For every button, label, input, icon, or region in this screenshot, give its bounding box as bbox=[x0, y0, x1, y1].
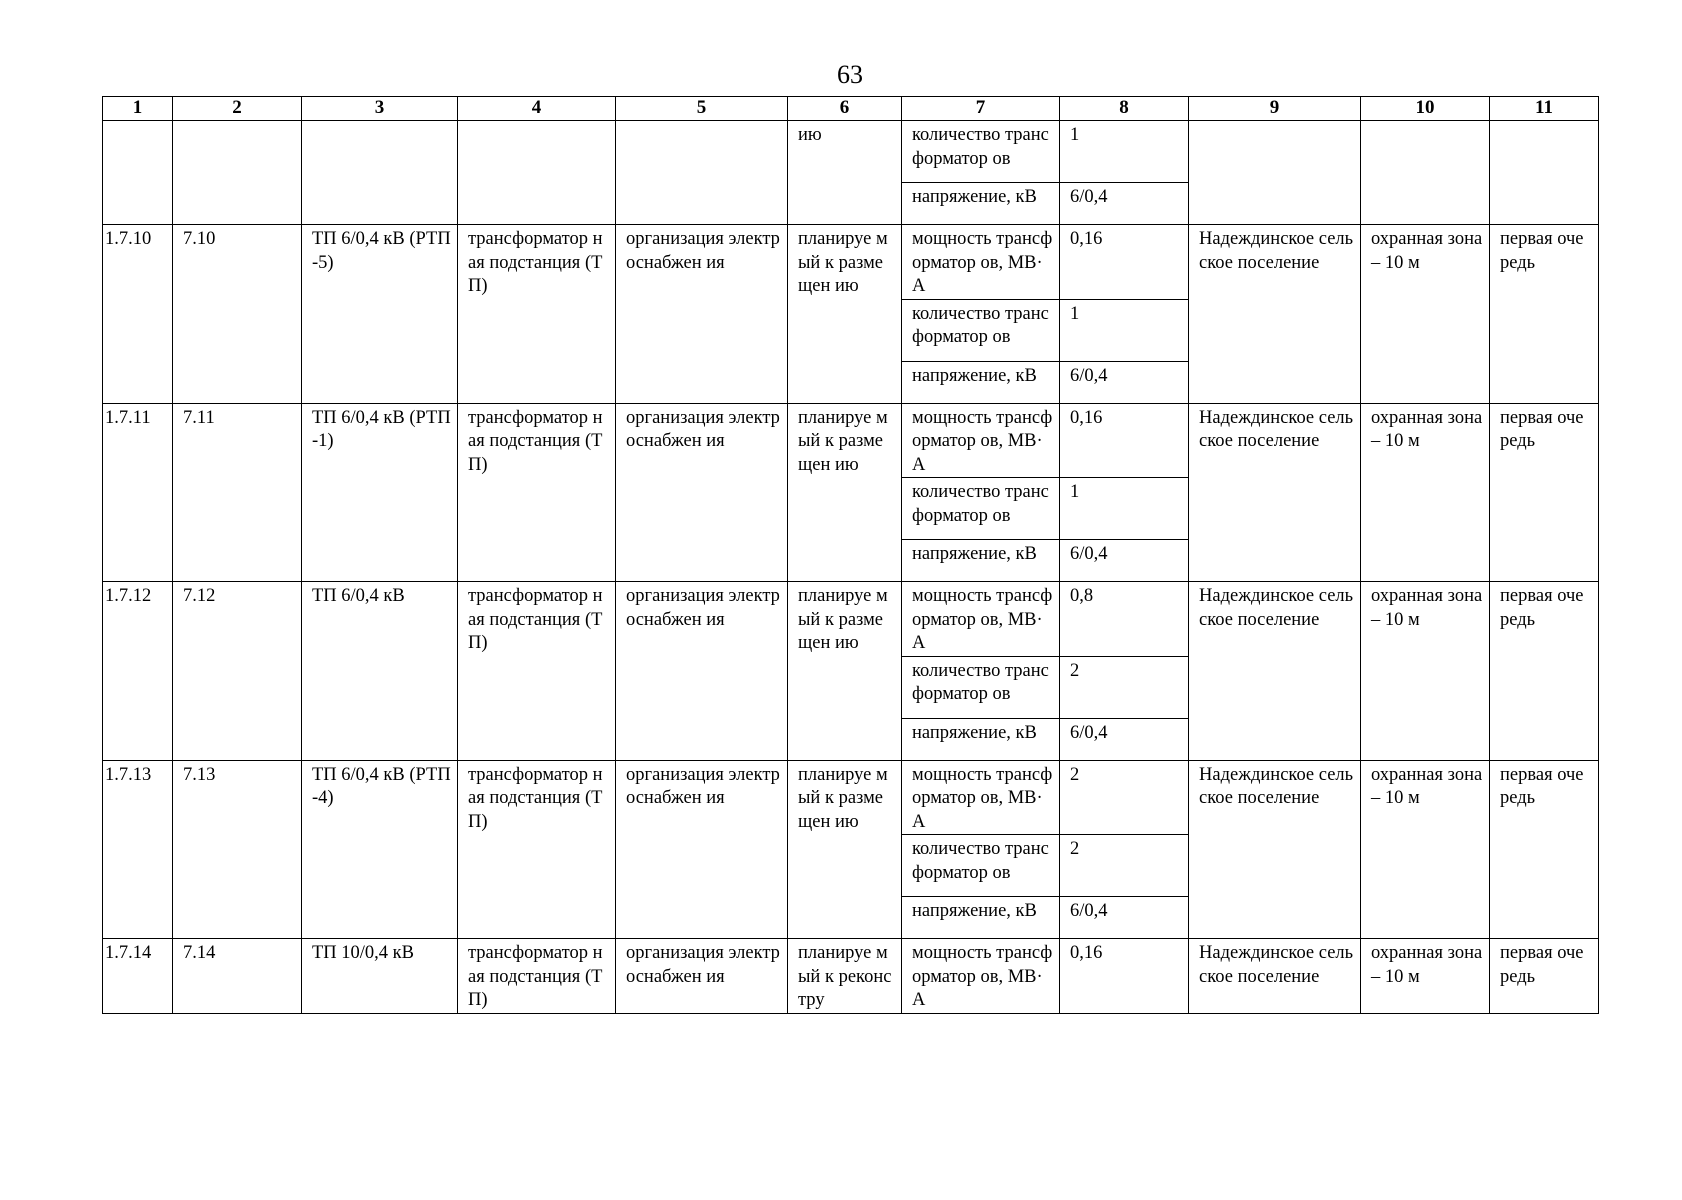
cell-param-name: мощность трансформатор ов, МВ·А bbox=[902, 760, 1060, 835]
cell-param-value: 1 bbox=[1060, 299, 1189, 361]
header-param-name: 7 bbox=[902, 97, 1060, 121]
cell-type: трансформатор ная подстанция (ТП) bbox=[458, 939, 616, 1014]
header-location: 9 bbox=[1189, 97, 1361, 121]
cell-location: Надеждинское сельское поселение bbox=[1189, 939, 1361, 1014]
cell-param-name: напряжение, кВ bbox=[902, 361, 1060, 403]
cell-code bbox=[173, 121, 302, 225]
cell-code: 7.12 bbox=[173, 582, 302, 761]
cell-param-value: 1 bbox=[1060, 478, 1189, 540]
cell-location: Надеждинское сельское поселение bbox=[1189, 760, 1361, 939]
cell-status: планируе мый к размещен ию bbox=[788, 225, 902, 404]
cell-param-value: 0,16 bbox=[1060, 939, 1189, 1014]
table-row bbox=[103, 760, 1599, 835]
cell-location bbox=[1189, 121, 1361, 225]
cell-status: ию bbox=[788, 121, 902, 225]
header-row bbox=[103, 97, 1599, 121]
cell-param-name: количество трансформатор ов bbox=[902, 299, 1060, 361]
cell-zone: охранная зона – 10 м bbox=[1361, 225, 1490, 404]
cell-stage: первая очередь bbox=[1490, 403, 1599, 582]
cell-param-value: 0,16 bbox=[1060, 225, 1189, 300]
cell-param-name: напряжение, кВ bbox=[902, 897, 1060, 939]
cell-stage: первая очередь bbox=[1490, 760, 1599, 939]
cell-param-value: 2 bbox=[1060, 656, 1189, 718]
cell-param-name: количество трансформатор ов bbox=[902, 478, 1060, 540]
cell-num bbox=[103, 121, 173, 225]
cell-type: трансформатор ная подстанция (ТП) bbox=[458, 225, 616, 404]
cell-purpose: организация электроснабжен ия bbox=[616, 939, 788, 1014]
cell-status: планируе мый к размещен ию bbox=[788, 582, 902, 761]
cell-param-value: 6/0,4 bbox=[1060, 361, 1189, 403]
table-row bbox=[103, 582, 1599, 657]
cell-zone: охранная зона – 10 м bbox=[1361, 403, 1490, 582]
cell-param-name: количество трансформатор ов bbox=[902, 835, 1060, 897]
cell-param-value: 1 bbox=[1060, 121, 1189, 183]
cell-purpose: организация электроснабжен ия bbox=[616, 403, 788, 582]
cell-code: 7.13 bbox=[173, 760, 302, 939]
cell-param-name: количество трансформатор ов bbox=[902, 656, 1060, 718]
cell-location: Надеждинское сельское поселение bbox=[1189, 225, 1361, 404]
cell-name: ТП 10/0,4 кВ bbox=[302, 939, 458, 1014]
table-row bbox=[103, 403, 1599, 478]
cell-num: 1.7.14 bbox=[103, 939, 173, 1014]
page-number: 63 bbox=[837, 60, 863, 89]
cell-status: планируе мый к размещен ию bbox=[788, 403, 902, 582]
table-row bbox=[103, 939, 1599, 1014]
cell-param-value: 6/0,4 bbox=[1060, 183, 1189, 225]
cell-purpose: организация электроснабжен ия bbox=[616, 225, 788, 404]
cell-param-value: 2 bbox=[1060, 835, 1189, 897]
header-type: 4 bbox=[458, 97, 616, 121]
cell-param-name: мощность трансформатор ов, МВ·А bbox=[902, 403, 1060, 478]
cell-location: Надеждинское сельское поселение bbox=[1189, 403, 1361, 582]
table-body bbox=[103, 121, 1599, 1014]
cell-status: планируе мый к реконстру bbox=[788, 939, 902, 1014]
cell-param-name: напряжение, кВ bbox=[902, 718, 1060, 760]
cell-type: трансформатор ная подстанция (ТП) bbox=[458, 582, 616, 761]
cell-location: Надеждинское сельское поселение bbox=[1189, 582, 1361, 761]
cell-name: ТП 6/0,4 кВ (РТП-1) bbox=[302, 403, 458, 582]
table-row bbox=[103, 225, 1599, 300]
header-purpose: 5 bbox=[616, 97, 788, 121]
cell-stage bbox=[1490, 121, 1599, 225]
cell-param-name: количество трансформатор ов bbox=[902, 121, 1060, 183]
cell-name bbox=[302, 121, 458, 225]
cell-status: планируе мый к размещен ию bbox=[788, 760, 902, 939]
cell-param-name: мощность трансформатор ов, МВ·А bbox=[902, 225, 1060, 300]
header-status: 6 bbox=[788, 97, 902, 121]
cell-code: 7.10 bbox=[173, 225, 302, 404]
cell-stage: первая очередь bbox=[1490, 225, 1599, 404]
data-table bbox=[102, 96, 1599, 1014]
cell-param-value: 6/0,4 bbox=[1060, 540, 1189, 582]
cell-zone: охранная зона – 10 м bbox=[1361, 939, 1490, 1014]
cell-zone: охранная зона – 10 м bbox=[1361, 582, 1490, 761]
cell-purpose: организация электроснабжен ия bbox=[616, 760, 788, 939]
cell-num: 1.7.11 bbox=[103, 403, 173, 582]
cell-param-value: 6/0,4 bbox=[1060, 897, 1189, 939]
header-num: 1 bbox=[103, 97, 173, 121]
cell-type: трансформатор ная подстанция (ТП) bbox=[458, 760, 616, 939]
cell-stage: первая очередь bbox=[1490, 939, 1599, 1014]
cell-purpose: организация электроснабжен ия bbox=[616, 582, 788, 761]
cell-purpose bbox=[616, 121, 788, 225]
cell-num: 1.7.13 bbox=[103, 760, 173, 939]
cell-type: трансформатор ная подстанция (ТП) bbox=[458, 403, 616, 582]
cell-stage: первая очередь bbox=[1490, 582, 1599, 761]
cell-num: 1.7.10 bbox=[103, 225, 173, 404]
cell-zone: охранная зона – 10 м bbox=[1361, 760, 1490, 939]
cell-code: 7.11 bbox=[173, 403, 302, 582]
cell-param-name: напряжение, кВ bbox=[902, 540, 1060, 582]
cell-name: ТП 6/0,4 кВ (РТП-4) bbox=[302, 760, 458, 939]
cell-param-value: 0,16 bbox=[1060, 403, 1189, 478]
cell-name: ТП 6/0,4 кВ (РТП-5) bbox=[302, 225, 458, 404]
cell-num: 1.7.12 bbox=[103, 582, 173, 761]
cell-param-value: 2 bbox=[1060, 760, 1189, 835]
cell-zone bbox=[1361, 121, 1490, 225]
cell-name: ТП 6/0,4 кВ bbox=[302, 582, 458, 761]
cell-param-value: 6/0,4 bbox=[1060, 718, 1189, 760]
cell-type bbox=[458, 121, 616, 225]
header-stage: 11 bbox=[1490, 97, 1599, 121]
header-param-value: 8 bbox=[1060, 97, 1189, 121]
cell-code: 7.14 bbox=[173, 939, 302, 1014]
cell-param-name: мощность трансформатор ов, МВ·А bbox=[902, 582, 1060, 657]
table-row bbox=[103, 121, 1599, 183]
cell-param-name: напряжение, кВ bbox=[902, 183, 1060, 225]
header-zone: 10 bbox=[1361, 97, 1490, 121]
cell-param-value: 0,8 bbox=[1060, 582, 1189, 657]
header-name: 3 bbox=[302, 97, 458, 121]
cell-param-name: мощность трансформатор ов, МВ·А bbox=[902, 939, 1060, 1014]
header-code: 2 bbox=[173, 97, 302, 121]
